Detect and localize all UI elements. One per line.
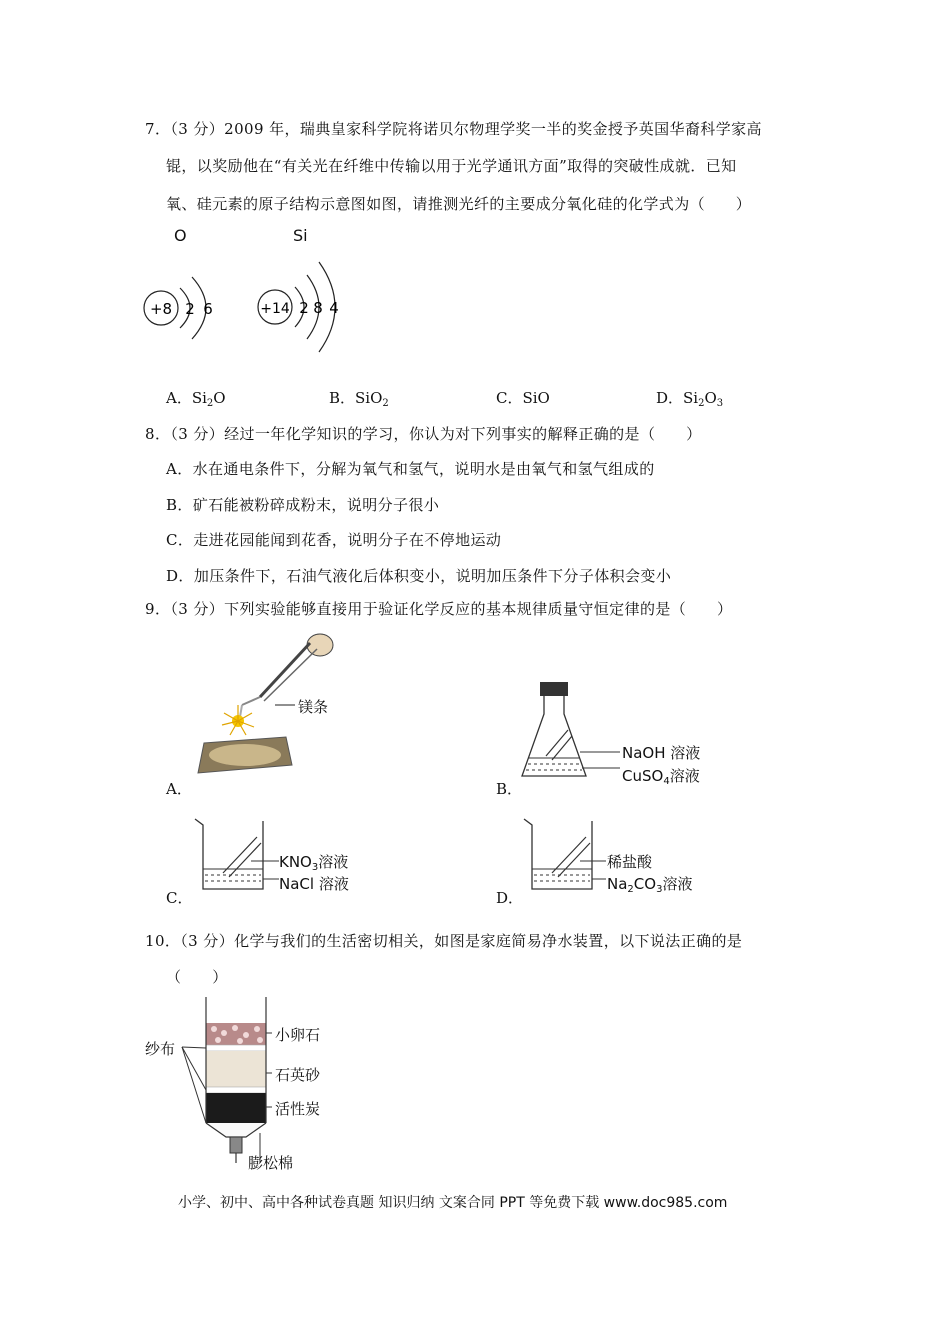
atom-si-shell-3: 4: [329, 299, 339, 317]
atom-si-shell-2: 8: [313, 299, 323, 317]
q8-option-a[interactable]: A．水在通电条件下，分解为氧气和氢气，说明水是由氧气和氢气组成的: [166, 460, 655, 478]
flask-naoh-label: NaOH 溶液: [622, 744, 701, 762]
water-filter-diagram: [180, 995, 275, 1175]
beaker-na2co3-label-pre: Na: [607, 875, 628, 893]
filter-cotton-label: 膨松棉: [248, 1154, 294, 1172]
q7-stem-line3: 氧、硅元素的原子结构示意图如图，请推测光纤的主要成分氧化硅的化学式为（ ）: [166, 195, 752, 213]
beaker-kno3-label-pre: KNO: [279, 853, 312, 871]
flask-cuso4-label-pre: CuSO: [622, 767, 664, 785]
beaker-c-diagram: [193, 815, 283, 895]
flask-cuso4-label: [622, 765, 700, 787]
beaker-na2co3-label-mid: CO: [633, 875, 657, 893]
silicon-atom-diagram: [255, 245, 375, 365]
q7-option-d[interactable]: [656, 387, 723, 409]
flask-cuso4-label-sub: 4: [663, 776, 670, 787]
q8-option-d[interactable]: D．加压条件下，石油气液化后体积变小，说明加压条件下分子体积会变小: [166, 567, 672, 585]
beaker-kno3-label-post: 溶液: [318, 853, 349, 871]
q7-option-d-label: D．Si: [656, 389, 699, 407]
q7-stem-line2: 锟，以奖励他在“有关光在纤维中传输以用于光学通讯方面”取得的突破性成就．已知: [166, 157, 737, 175]
q9-option-d[interactable]: D．: [496, 889, 524, 907]
beaker-na2co3-label: [607, 873, 692, 895]
atom-si-shell-1: 2: [299, 299, 309, 317]
q7-option-b[interactable]: [329, 387, 389, 409]
q7-option-a-tail: O: [213, 389, 226, 407]
q8-stem: 8．（3 分）经过一年化学知识的学习，你认为对下列事实的解释正确的是（ ）: [145, 425, 702, 443]
q9-option-b[interactable]: B．: [496, 780, 523, 798]
q8-option-b[interactable]: B．矿石能被粉碎成粉末，说明分子很小: [166, 496, 440, 514]
filter-sand-label: 石英砂: [275, 1066, 321, 1084]
filter-pebbles-label: 小卵石: [275, 1026, 321, 1044]
q8-option-c[interactable]: C．走进花园能闻到花香，说明分子在不停地运动: [166, 531, 502, 549]
beaker-kno3-label: [279, 851, 348, 873]
beaker-na2co3-label-sub1: 2: [627, 884, 634, 895]
atom-o-shell-1: 2: [185, 300, 195, 318]
atom-o-shell-2: 6: [203, 300, 213, 318]
atom-si-symbol: Si: [293, 226, 308, 245]
q7-option-b-label: B．SiO: [329, 389, 383, 407]
atom-si-nucleus: +14: [260, 301, 290, 317]
q7-option-a-sub: 2: [206, 398, 214, 409]
sealed-flask-diagram: [520, 680, 630, 790]
beaker-nacl-label: NaCl 溶液: [279, 875, 349, 893]
beaker-na2co3-label-post: 溶液: [662, 875, 693, 893]
q7-option-c[interactable]: [496, 387, 550, 408]
q7-option-d-sub2: 3: [716, 398, 724, 409]
beaker-kno3-label-sub: 3: [311, 862, 319, 873]
filter-carbon-label: 活性炭: [275, 1100, 321, 1118]
flask-cuso4-label-post: 溶液: [669, 767, 700, 785]
magnesium-label: 镁条: [298, 698, 329, 716]
q10-stem-line1: 10．（3 分）化学与我们的生活密切相关，如图是家庭简易净水装置，以下说法正确的是: [145, 932, 743, 950]
q9-option-c[interactable]: C．: [166, 889, 193, 907]
q10-stem-line2: （ ）: [166, 968, 228, 986]
q7-option-b-sub: 2: [382, 398, 389, 409]
q7-stem-line1: 7．（3 分）2009 年，瑞典皇家科学院将诺贝尔物理学奖一半的奖金授予英国华裔科学家高: [145, 120, 762, 138]
oxygen-atom-diagram: [140, 255, 250, 355]
beaker-d-diagram: [522, 815, 612, 895]
beaker-na2co3-label-sub2: 3: [656, 884, 663, 895]
filter-gauze-label: 纱布: [145, 1040, 176, 1058]
q9-option-a[interactable]: A．: [166, 780, 192, 798]
beaker-hcl-label: 稀盐酸: [607, 853, 653, 871]
q7-option-c-label: C．SiO: [496, 389, 550, 407]
q9-stem: 9．（3 分）下列实验能够直接用于验证化学反应的基本规律质量守恒定律的是（ ）: [145, 600, 733, 618]
q7-option-a[interactable]: [166, 387, 226, 409]
atom-o-nucleus: +8: [149, 300, 173, 318]
page-footer: 小学、初中、高中各种试卷真题 知识归纳 文案合同 PPT 等免费下载 www.doc985.com: [178, 1195, 728, 1211]
q7-option-a-label: A．Si: [166, 389, 207, 407]
q7-option-d-sub1: 2: [698, 398, 705, 409]
q7-option-d-mid: O: [704, 389, 717, 407]
atom-o-symbol: O: [174, 226, 187, 245]
